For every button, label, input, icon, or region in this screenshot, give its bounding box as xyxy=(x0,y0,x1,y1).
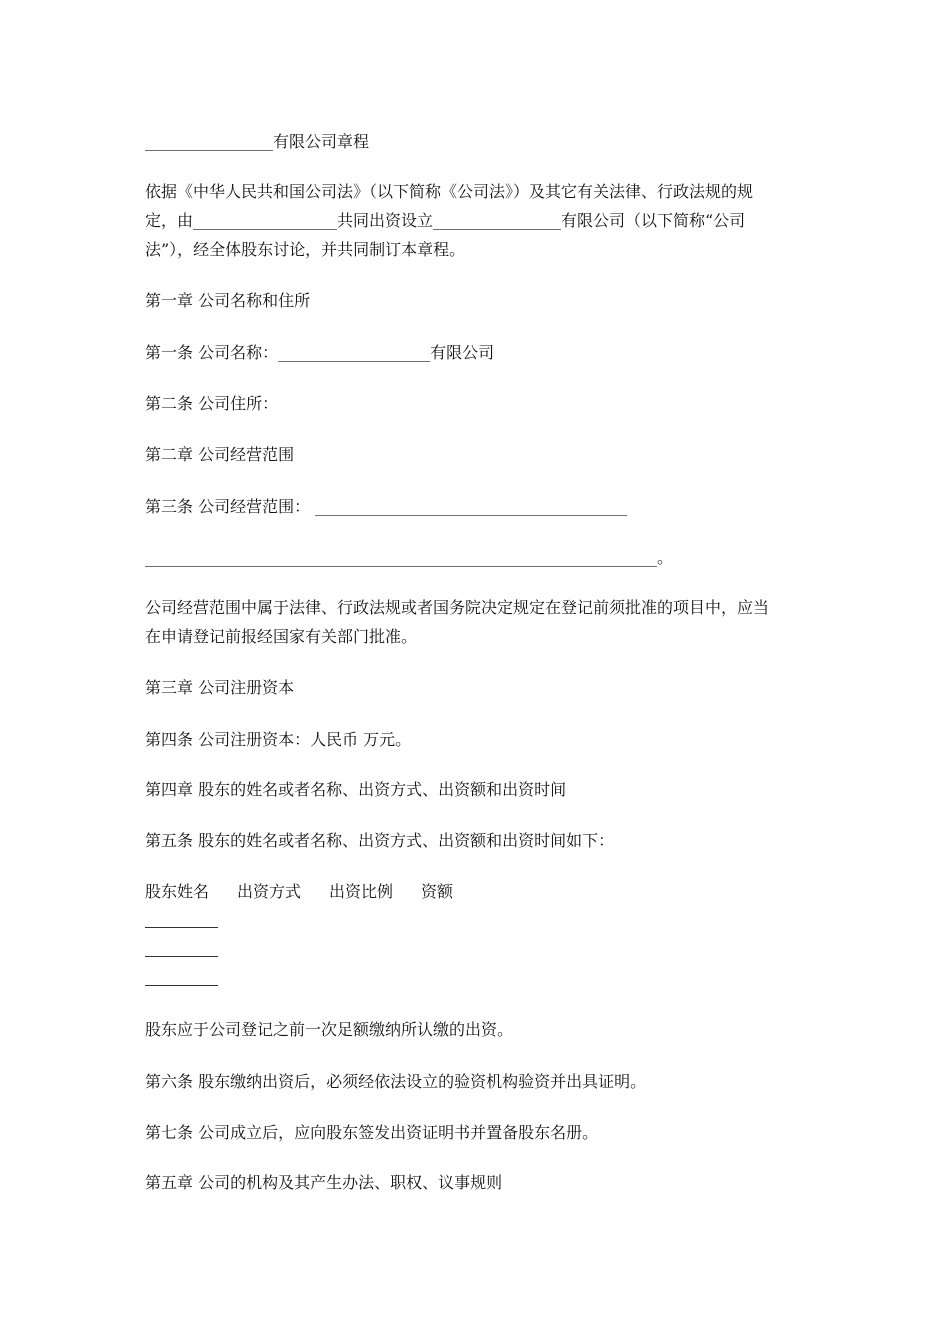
shareholder-blank-row xyxy=(145,985,218,986)
article-4: 第四条 公司注册资本：人民币 万元。 xyxy=(145,730,412,749)
shareholder-blank-row xyxy=(145,927,218,928)
scope-note-paragraph xyxy=(145,593,805,651)
article-2: 第二条 公司住所： xyxy=(145,394,279,413)
shareholder-blank-row xyxy=(145,956,218,957)
article-6: 第六条 股东缴纳出资后，必须经依法设立的验资机构验资并出具证明。 xyxy=(145,1072,647,1091)
shareholder-table-header xyxy=(145,877,453,906)
article-7: 第七条 公司成立后，应向股东签发出资证明书并置备股东名册。 xyxy=(145,1123,599,1142)
intro-paragraph xyxy=(145,177,805,264)
chapter-3-heading: 第三章 公司注册资本 xyxy=(145,678,295,697)
article-3: 第三条 公司经营范围： _______________________________________ xyxy=(145,497,628,516)
header-contribution-ratio: 出资比例 xyxy=(329,882,394,901)
document-title: ________________有限公司章程 xyxy=(145,132,370,151)
header-shareholder-name: 股东姓名 xyxy=(145,882,210,901)
chapter-1-heading: 第一章 公司名称和住所 xyxy=(145,291,311,310)
chapter-4-heading: 第四章 股东的姓名或者名称、出资方式、出资额和出资时间 xyxy=(145,780,567,799)
article-3-continuation: ________________________________________________________________。 xyxy=(145,548,673,567)
chapter-5-heading: 第五章 公司的机构及其产生办法、职权、议事规则 xyxy=(145,1173,503,1192)
article-1: 第一条 公司名称：___________________有限公司 xyxy=(145,343,495,362)
article-5: 第五条 股东的姓名或者名称、出资方式、出资额和出资时间如下： xyxy=(145,831,615,850)
header-contribution-method: 出资方式 xyxy=(237,882,302,901)
intro-line-1: 依据《中华人民共和国公司法》（以下简称《公司法》）及其它有关法律、行政法规的规 xyxy=(145,182,754,201)
payment-note: 股东应于公司登记之前一次足额缴纳所认缴的出资。 xyxy=(145,1020,514,1039)
header-amount: 资额 xyxy=(421,882,454,901)
intro-line-2: 定，由__________________共同出资设立________________有限公司（以下简称“公司 xyxy=(145,211,746,230)
chapter-2-heading: 第二章 公司经营范围 xyxy=(145,445,295,464)
intro-line-3: 法”），经全体股东讨论，并共同制订本章程。 xyxy=(145,240,466,259)
scope-note-line-1: 公司经营范围中属于法律、行政法规或者国务院决定规定在登记前须批准的项目中，应当 xyxy=(145,598,770,617)
scope-note-line-2: 在申请登记前报经国家有关部门批准。 xyxy=(145,627,418,646)
